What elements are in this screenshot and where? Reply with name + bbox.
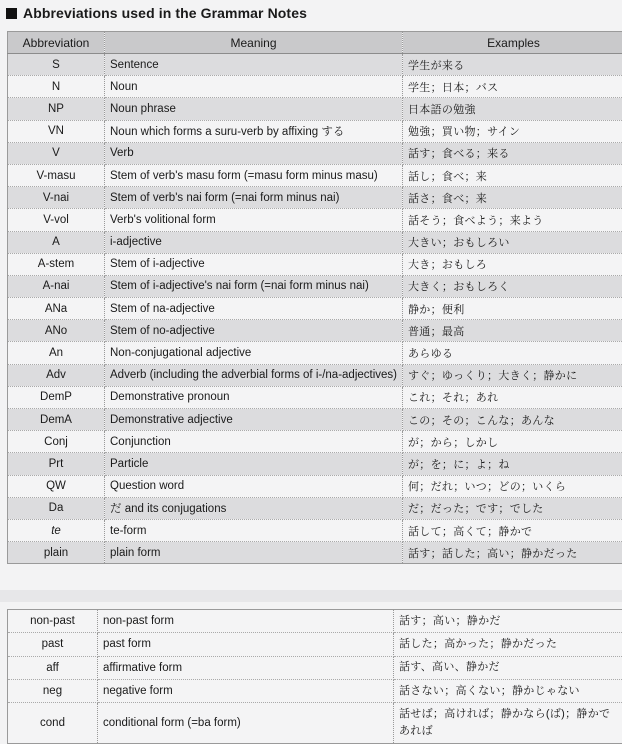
abbr-cell: Adv xyxy=(8,364,105,386)
section-heading xyxy=(6,4,307,22)
examples-cell: 大き；おもしろ xyxy=(403,253,622,275)
meaning-cell: Non-conjugational adjective xyxy=(105,342,403,364)
meaning-cell: Stem of i-adjective's nai form (=nai form minus nai) xyxy=(105,275,403,297)
examples-cell: だ；だった；です；でした xyxy=(403,497,622,519)
table-row xyxy=(8,298,622,320)
table-row xyxy=(8,679,622,702)
header-examples: Examples xyxy=(403,32,622,54)
abbr-cell: non-past xyxy=(8,610,98,633)
meaning-cell: affirmative form xyxy=(98,656,394,679)
table-row xyxy=(8,703,622,744)
abbr-cell: Da xyxy=(8,497,105,519)
table-row xyxy=(8,519,622,541)
examples-cell: 学生；日本；バス xyxy=(403,76,622,98)
table-row xyxy=(8,187,622,209)
abbr-cell: plain xyxy=(8,542,105,564)
meaning-cell: Stem of verb's masu form (=masu form minus masu) xyxy=(105,164,403,186)
examples-cell: 話さない；高くない；静かじゃない xyxy=(394,679,622,702)
meaning-cell: Stem of no-adjective xyxy=(105,320,403,342)
abbr-cell: neg xyxy=(8,679,98,702)
abbr-cell: ANo xyxy=(8,320,105,342)
meaning-cell: Stem of i-adjective xyxy=(105,253,403,275)
table-row xyxy=(8,142,622,164)
table-row xyxy=(8,54,622,76)
forms-table xyxy=(7,609,622,744)
abbr-cell: N xyxy=(8,76,105,98)
table-row xyxy=(8,431,622,453)
abbr-cell: V-nai xyxy=(8,187,105,209)
examples-cell: 話した；高かった；静かだった xyxy=(394,633,622,656)
table-row xyxy=(8,656,622,679)
examples-cell: 大きく；おもしろく xyxy=(403,275,622,297)
table-row xyxy=(8,98,622,120)
abbr-cell: A-nai xyxy=(8,275,105,297)
abbr-cell: cond xyxy=(8,703,98,744)
meaning-cell: だ and its conjugations xyxy=(105,497,403,519)
abbr-cell: A-stem xyxy=(8,253,105,275)
examples-cell: 話せば；高ければ；静かなら(ば)；静かであれば xyxy=(394,703,622,744)
abbr-cell: Conj xyxy=(8,431,105,453)
examples-cell: が；を；に；よ；ね xyxy=(403,453,622,475)
examples-cell: 話し；食べ；来 xyxy=(403,164,622,186)
abbr-cell: A xyxy=(8,231,105,253)
table-row xyxy=(8,542,622,564)
meaning-cell: Verb xyxy=(105,142,403,164)
meaning-cell: negative form xyxy=(98,679,394,702)
examples-cell: 話そう；食べよう；来よう xyxy=(403,209,622,231)
examples-cell: 話して；高くて；静かで xyxy=(403,519,622,541)
examples-cell: 話す；話した；高い；静かだった xyxy=(403,542,622,564)
abbr-cell: Prt xyxy=(8,453,105,475)
meaning-cell: non-past form xyxy=(98,610,394,633)
table-row xyxy=(8,453,622,475)
examples-cell: 話す；高い；静かだ xyxy=(394,610,622,633)
abbr-cell: V xyxy=(8,142,105,164)
table-row xyxy=(8,409,622,431)
table-row xyxy=(8,120,622,142)
meaning-cell: Stem of verb's nai form (=nai form minus nai) xyxy=(105,187,403,209)
table-row xyxy=(8,76,622,98)
meaning-cell: Noun phrase xyxy=(105,98,403,120)
examples-cell: 何；だれ；いつ；どの；いくら xyxy=(403,475,622,497)
table-header-row xyxy=(8,32,622,54)
examples-cell: これ；それ；あれ xyxy=(403,386,622,408)
table-row xyxy=(8,633,622,656)
abbr-cell: DemP xyxy=(8,386,105,408)
meaning-cell: Particle xyxy=(105,453,403,475)
examples-cell: 静か；便利 xyxy=(403,298,622,320)
examples-cell: すぐ；ゆっくり；大きく；静かに xyxy=(403,364,622,386)
examples-cell: 話さ；食べ；来 xyxy=(403,187,622,209)
abbr-cell: past xyxy=(8,633,98,656)
examples-cell: が；から；しかし xyxy=(403,431,622,453)
meaning-cell: Question word xyxy=(105,475,403,497)
abbr-cell: VN xyxy=(8,120,105,142)
abbr-cell: NP xyxy=(8,98,105,120)
meaning-cell: Conjunction xyxy=(105,431,403,453)
examples-cell: 話す；食べる；来る xyxy=(403,142,622,164)
examples-cell: 普通；最高 xyxy=(403,320,622,342)
examples-cell: 勉強；買い物；サイン xyxy=(403,120,622,142)
table-row xyxy=(8,497,622,519)
table-row xyxy=(8,275,622,297)
meaning-cell: plain form xyxy=(105,542,403,564)
examples-cell: あらゆる xyxy=(403,342,622,364)
examples-cell: 日本語の勉強 xyxy=(403,98,622,120)
meaning-cell: past form xyxy=(98,633,394,656)
heading-text: Abbreviations used in the Grammar Notes xyxy=(23,5,307,21)
table-row xyxy=(8,386,622,408)
table-row xyxy=(8,475,622,497)
abbr-cell: te xyxy=(8,519,105,541)
abbreviations-table xyxy=(7,31,622,564)
abbr-cell: DemA xyxy=(8,409,105,431)
meaning-cell: Demonstrative adjective xyxy=(105,409,403,431)
examples-cell: この；その；こんな；あんな xyxy=(403,409,622,431)
section-divider xyxy=(0,590,622,602)
meaning-cell: te-form xyxy=(105,519,403,541)
table-row xyxy=(8,364,622,386)
abbr-cell: V-masu xyxy=(8,164,105,186)
table-row xyxy=(8,231,622,253)
table-row xyxy=(8,164,622,186)
heading-square-icon xyxy=(6,8,17,19)
table-row xyxy=(8,320,622,342)
examples-cell: 話す、高い、静かだ xyxy=(394,656,622,679)
examples-cell: 学生が来る xyxy=(403,54,622,76)
abbr-cell: QW xyxy=(8,475,105,497)
meaning-cell: conditional form (=ba form) xyxy=(98,703,394,744)
meaning-cell: Adverb (including the adverbial forms of i-/na-adjectives) xyxy=(105,364,403,386)
abbr-cell: V-vol xyxy=(8,209,105,231)
meaning-cell: Stem of na-adjective xyxy=(105,298,403,320)
examples-cell: 大きい；おもしろい xyxy=(403,231,622,253)
meaning-cell: Demonstrative pronoun xyxy=(105,386,403,408)
meaning-cell: Verb's volitional form xyxy=(105,209,403,231)
meaning-cell: Sentence xyxy=(105,54,403,76)
meaning-cell: i-adjective xyxy=(105,231,403,253)
meaning-cell: Noun xyxy=(105,76,403,98)
table-row xyxy=(8,610,622,633)
abbr-cell: ANa xyxy=(8,298,105,320)
abbr-cell: aff xyxy=(8,656,98,679)
meaning-cell: Noun which forms a suru-verb by affixing する xyxy=(105,120,403,142)
table-row xyxy=(8,253,622,275)
header-abbreviation: Abbreviation xyxy=(8,32,105,54)
header-meaning: Meaning xyxy=(105,32,403,54)
table-row xyxy=(8,342,622,364)
abbr-cell: S xyxy=(8,54,105,76)
abbr-cell: An xyxy=(8,342,105,364)
table-row xyxy=(8,209,622,231)
